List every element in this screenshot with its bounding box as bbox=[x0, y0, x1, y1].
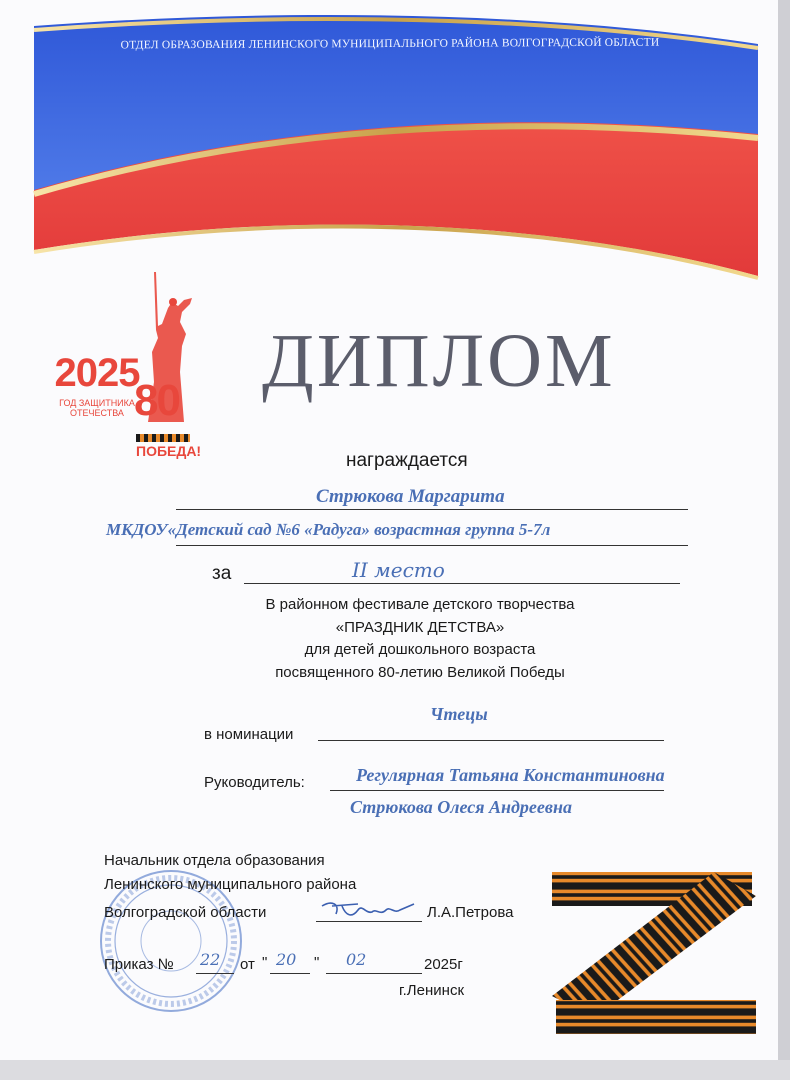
city: г.Ленинск bbox=[399, 982, 465, 999]
awarded-label: награждается bbox=[346, 450, 468, 471]
place-value: II место bbox=[352, 558, 445, 582]
order-day: 20 bbox=[276, 950, 297, 969]
nomination-label: в номинации bbox=[204, 726, 294, 743]
recipient-underline bbox=[176, 509, 688, 510]
logo-year: 2025 bbox=[54, 351, 140, 395]
head-title-line-3: Волгоградской области bbox=[104, 904, 267, 921]
institution-name: МКДОУ«Детский сад №6 «Радуга» возрастная группа 5-7л bbox=[106, 520, 551, 539]
from-label: от bbox=[240, 956, 255, 973]
logo-2025 bbox=[52, 352, 142, 418]
order-number-underline bbox=[196, 973, 234, 974]
logo-caption-2: ОТЕЧЕСТВА bbox=[70, 408, 124, 418]
logo-caption-1: ГОД ЗАЩИТНИКА bbox=[59, 398, 135, 408]
festival-line-4: посвященного 80-летию Великой Победы bbox=[275, 663, 565, 681]
quote-close: " bbox=[314, 954, 320, 971]
scan-edge-bottom bbox=[0, 1060, 790, 1080]
institution-underline bbox=[176, 545, 688, 546]
department-header: ОТДЕЛ ОБРАЗОВАНИЯ ЛЕНИНСКОГО МУНИЦИПАЛЬНОГО РАЙОНА ВОЛГОГРАДСКОЙ ОБЛАСТИ bbox=[120, 36, 660, 52]
festival-line-3: для детей дошкольного возраста bbox=[304, 641, 536, 658]
for-label: за bbox=[212, 563, 232, 584]
order-label: Приказ № bbox=[104, 956, 174, 973]
order-year: 2025г bbox=[424, 956, 463, 973]
signature-icon bbox=[318, 896, 428, 926]
supervisor-underline bbox=[330, 790, 664, 791]
supervisor-2: Стрюкова Олеся Андреевна bbox=[350, 797, 572, 817]
diploma-title: ДИПЛОМ bbox=[262, 319, 616, 403]
logo-victory: ПОБЕДА! bbox=[136, 443, 202, 459]
order-day-underline bbox=[270, 973, 310, 974]
order-month: 02 bbox=[346, 950, 367, 969]
place-underline bbox=[244, 583, 680, 584]
recipient-name: Стрюкова Маргарита bbox=[316, 486, 505, 507]
logo-80: 80 bbox=[134, 376, 179, 425]
nomination-value: Чтецы bbox=[430, 704, 488, 724]
festival-line-2: «ПРАЗДНИК ДЕТСТВА» bbox=[335, 618, 505, 636]
signer-name: Л.А.Петрова bbox=[427, 904, 514, 921]
head-title-line-1: Начальник отдела образования bbox=[104, 852, 325, 869]
quote-open: " bbox=[262, 954, 268, 971]
order-month-underline bbox=[326, 973, 422, 974]
supervisor-label: Руководитель: bbox=[204, 774, 305, 791]
nomination-underline bbox=[318, 740, 664, 741]
head-title-line-2: Ленинского муниципального района bbox=[104, 876, 357, 893]
logo-ribbon bbox=[136, 434, 190, 442]
scan-edge-right bbox=[778, 0, 790, 1080]
supervisor-1: Регулярная Татьяна Константиновна bbox=[356, 765, 665, 785]
festival-text bbox=[200, 594, 640, 684]
st-george-ribbon-z-icon bbox=[546, 868, 762, 1038]
order-number: 22 bbox=[200, 950, 221, 969]
festival-line-1: В районном фестивале детского творчества bbox=[265, 596, 575, 613]
